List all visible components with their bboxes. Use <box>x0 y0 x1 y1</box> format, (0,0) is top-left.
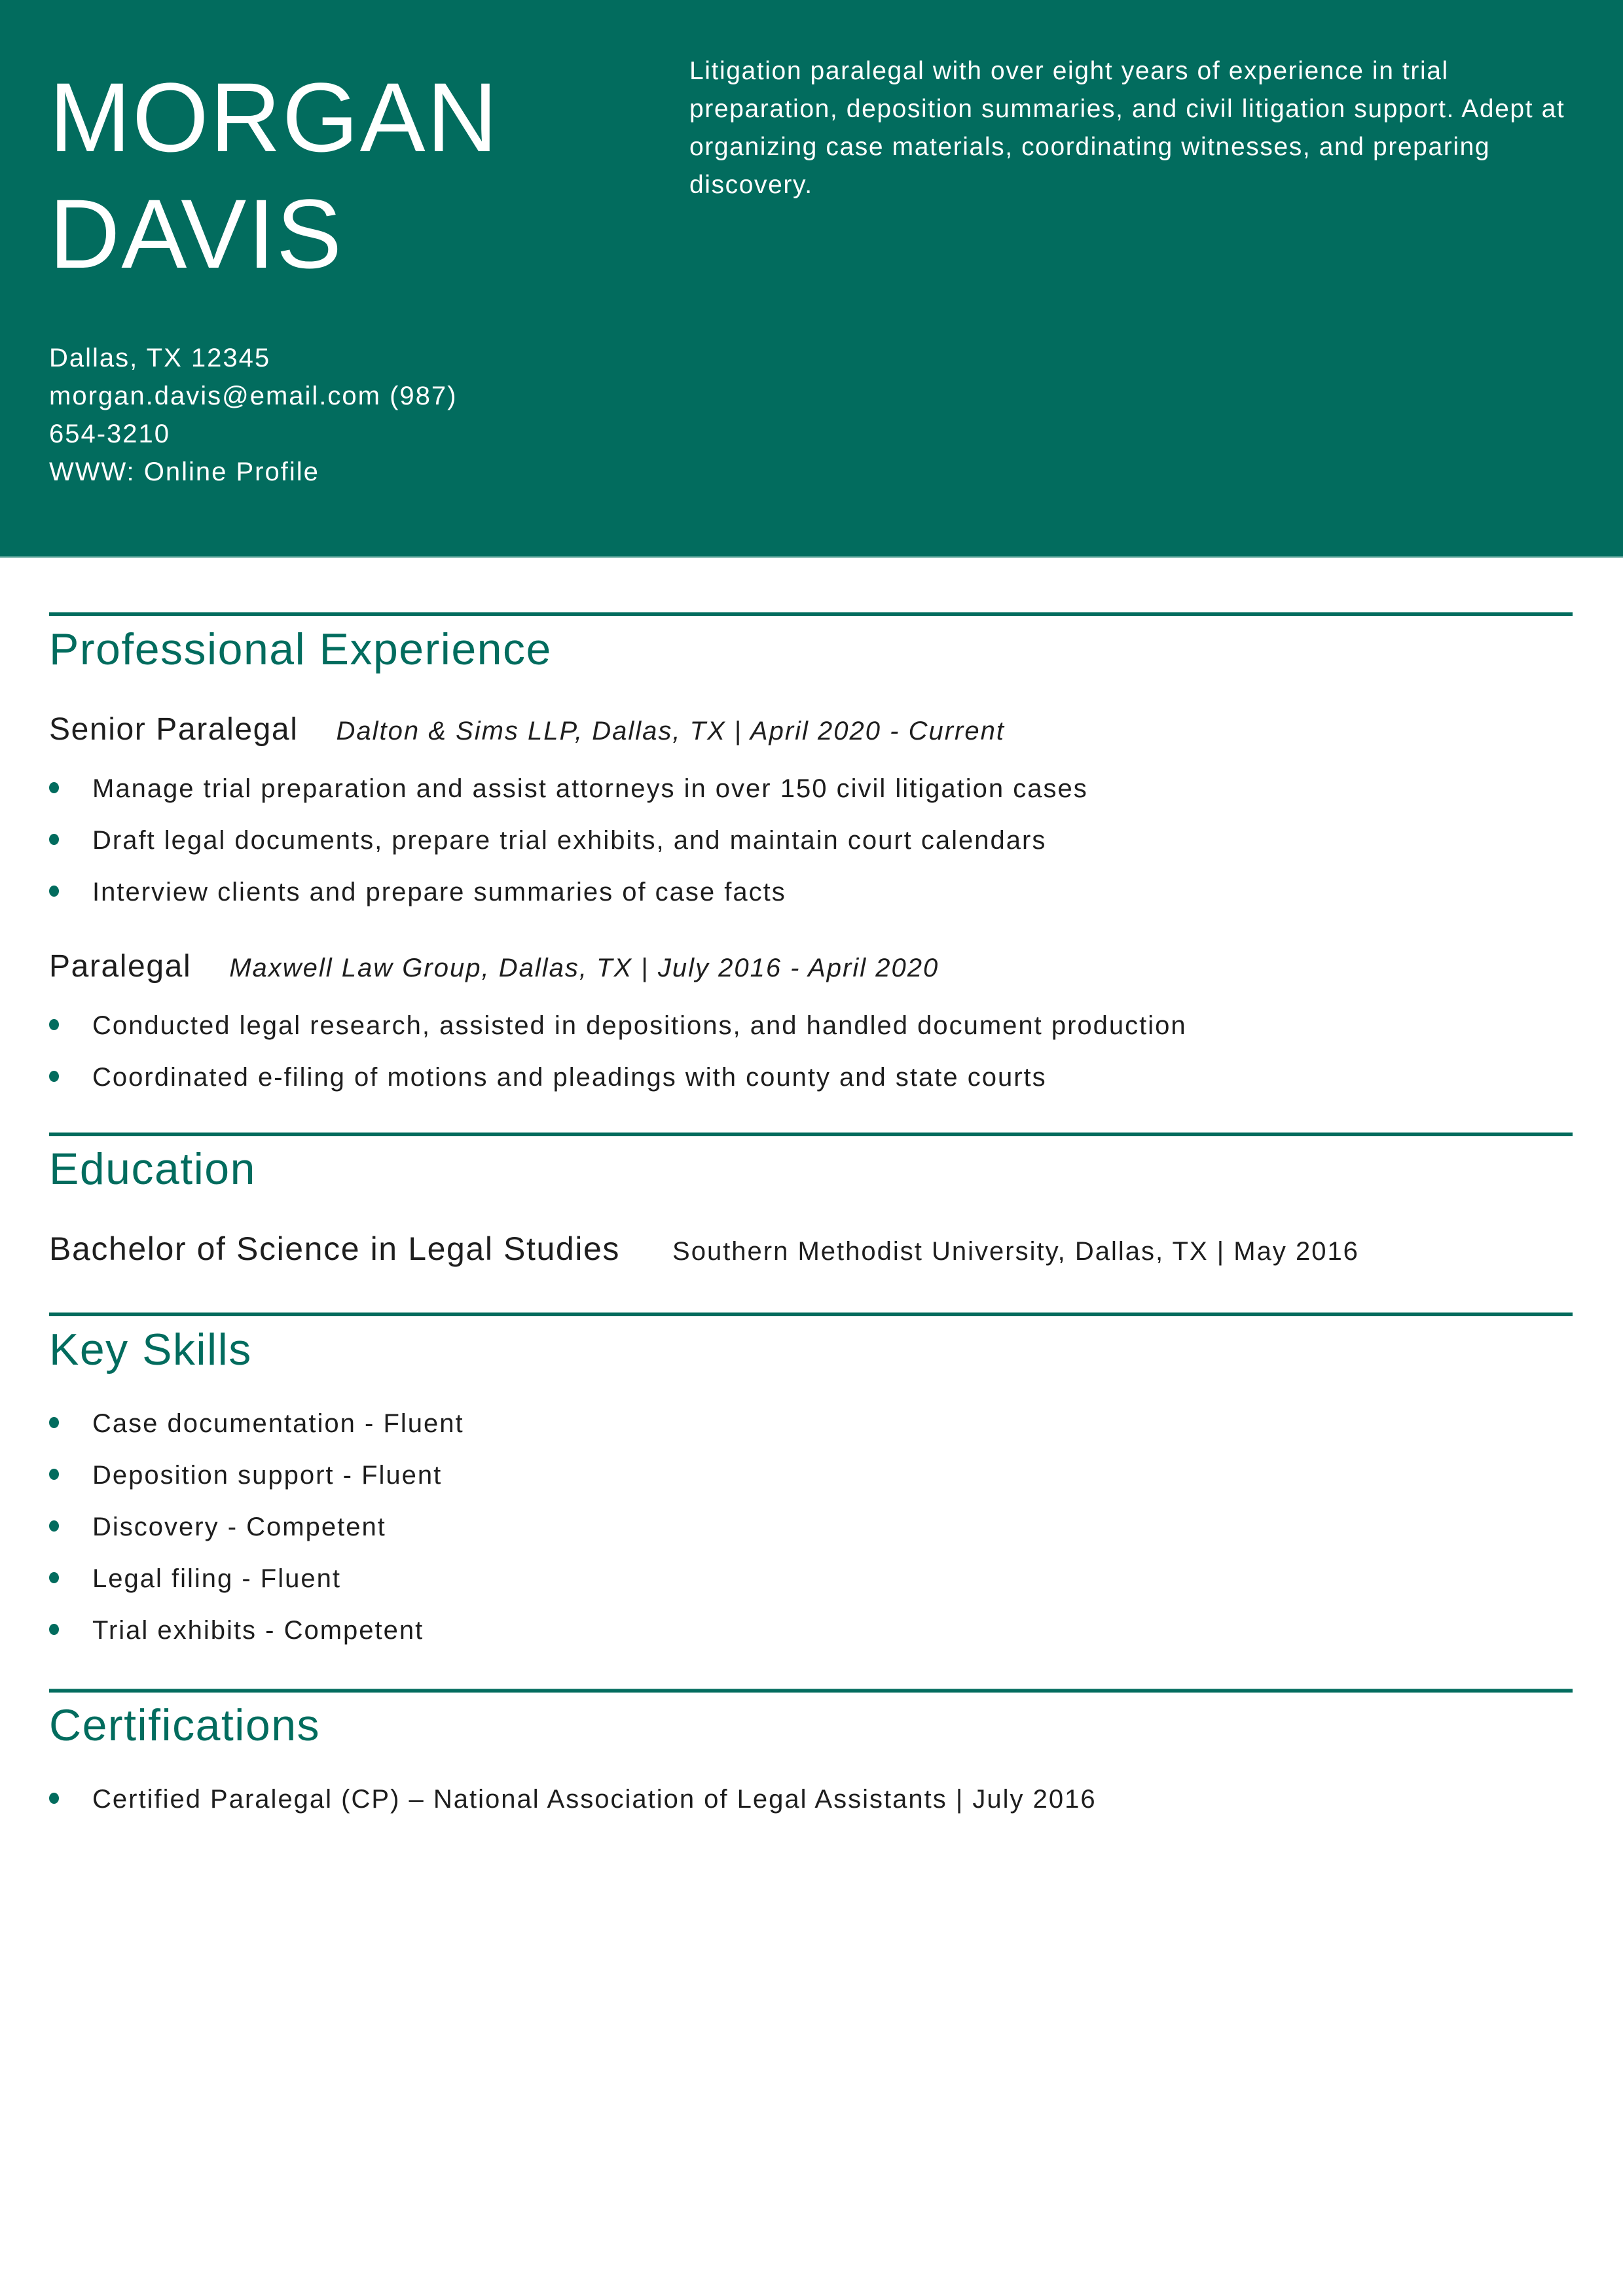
certification-text: Certified Paralegal (CP) – National Association of Legal Assistants | July 2016 <box>92 1785 1097 1814</box>
job-meta <box>337 717 1005 745</box>
bullet-icon <box>49 834 59 845</box>
skill-item <box>49 1511 464 1562</box>
skills-list <box>49 1407 464 1666</box>
job-meta <box>229 954 939 982</box>
job-heading <box>49 713 1005 747</box>
bullet-icon <box>49 1520 59 1532</box>
education-school-location: Southern Methodist University, Dallas, TX <box>672 1237 1209 1266</box>
certifications-list <box>49 1783 1097 1835</box>
job-title: Senior Paralegal <box>49 712 299 747</box>
skill-item <box>49 1459 464 1511</box>
bullet-icon <box>49 1417 59 1428</box>
contact-phone-continued: 654-3210 <box>49 420 171 448</box>
bullet-text: Coordinated e-filing of motions and pleadings with county and state courts <box>92 1063 1047 1092</box>
certification-item <box>49 1783 1097 1835</box>
bullet-text: Interview clients and prepare summaries of case facts <box>92 878 786 906</box>
bullet-icon <box>49 1071 59 1082</box>
professional-summary: Litigation paralegal with over eight years of experience in trial preparation, deposition summaries, and civil litigation support. Adept at organizing case materials, coordinating witnesses, and preparing discovery. <box>689 57 1565 199</box>
job-dates: July 2016 - April 2020 <box>657 954 939 982</box>
skill-text: Case documentation - Fluent <box>92 1409 464 1438</box>
skill-text: Trial exhibits - Competent <box>92 1616 424 1645</box>
contact-email-phone[interactable]: morgan.davis@email.com (987) <box>49 382 458 410</box>
bullet-text: Conducted legal research, assisted in depositions, and handled document production <box>92 1011 1187 1040</box>
skill-text: Discovery - Competent <box>92 1513 386 1541</box>
education-separator: | <box>1216 1237 1226 1266</box>
section-title-experience: Professional Experience <box>49 624 552 674</box>
bullet-icon <box>49 782 59 793</box>
job-title: Paralegal <box>49 949 192 984</box>
job-bullets <box>49 1009 1187 1113</box>
section-title-education: Education <box>49 1144 256 1194</box>
education-entry <box>49 1230 1359 1276</box>
job-company-location: Dalton & Sims LLP, Dallas, TX <box>336 717 726 745</box>
bullet-icon <box>49 886 59 897</box>
job-bullets <box>49 772 1088 927</box>
bullet-icon <box>49 1572 59 1583</box>
skill-item <box>49 1614 464 1666</box>
job-separator: | <box>641 954 649 982</box>
education-date: May 2016 <box>1233 1237 1359 1266</box>
list-item <box>49 1009 1187 1061</box>
contact-info <box>49 339 547 491</box>
resume-header <box>0 0 1623 558</box>
section-divider <box>49 1132 1573 1136</box>
section-title-certifications: Certifications <box>49 1700 321 1750</box>
skill-item <box>49 1562 464 1614</box>
bullet-icon <box>49 1624 59 1635</box>
section-divider <box>49 612 1573 616</box>
name-last: DAVIS <box>49 179 344 289</box>
section-title-skills: Key Skills <box>49 1325 252 1374</box>
job-heading <box>49 950 939 984</box>
job-dates: April 2020 - Current <box>750 717 1005 745</box>
education-meta <box>672 1237 1359 1266</box>
section-divider <box>49 1689 1573 1693</box>
list-item <box>49 1061 1187 1113</box>
skill-item <box>49 1407 464 1459</box>
bullet-text: Draft legal documents, prepare trial exhibits, and maintain court calendars <box>92 826 1047 855</box>
section-divider <box>49 1312 1573 1316</box>
contact-location: Dallas, TX 12345 <box>49 344 271 372</box>
list-item <box>49 824 1088 876</box>
bullet-icon <box>49 1469 59 1480</box>
skill-text: Legal filing - Fluent <box>92 1564 341 1593</box>
job-separator: | <box>734 717 743 745</box>
list-item <box>49 876 1088 927</box>
candidate-name <box>49 59 499 292</box>
skill-text: Deposition support - Fluent <box>92 1461 443 1490</box>
contact-website-link[interactable]: WWW: Online Profile <box>49 457 319 486</box>
bullet-text: Manage trial preparation and assist attorneys in over 150 civil litigation cases <box>92 774 1088 803</box>
bullet-icon <box>49 1019 59 1030</box>
job-company-location: Maxwell Law Group, Dallas, TX <box>229 954 633 982</box>
bullet-icon <box>49 1793 59 1804</box>
education-degree: Bachelor of Science in Legal Studies <box>49 1230 621 1267</box>
name-first: MORGAN <box>49 62 499 172</box>
list-item <box>49 772 1088 824</box>
